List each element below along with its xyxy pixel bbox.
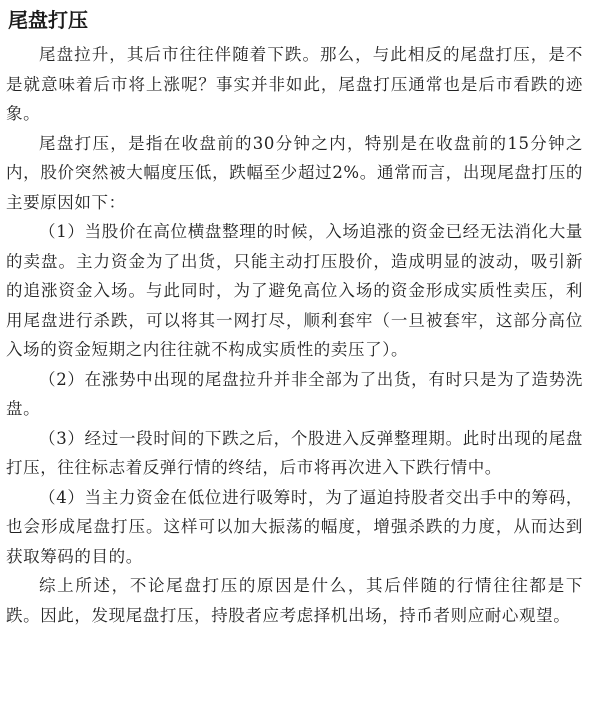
section-title: 尾盘打压 xyxy=(8,8,88,32)
paragraph-conclusion: 综上所述，不论尾盘打压的原因是什么，其后伴随的行情往往都是下跌。因此，发现尾盘打压，持股者应考虑择机出场，持币者则应耐心观望。 xyxy=(6,576,583,625)
paragraph-reason-1: （1）当股价在高位横盘整理的时候，入场追涨的资金已经无法消化大量的卖盘。主力资金为了出货，只能主动打压股价，造成明显的波动，吸引新的追涨资金入场。与此同时，为了避免高位入场的资金形成实质性卖压，利用尾盘进行杀跌，可以将其一网打尽，顺利套牢（一旦被套牢，这部分高位入场的资金短期之内往往就不构成实质性的卖压了）。 xyxy=(6,222,583,359)
paragraph-reason-2: （2）在涨势中出现的尾盘拉升并非全部为了出货，有时只是为了造势洗盘。 xyxy=(6,369,583,418)
paragraph-intro: 尾盘拉升，其后市往往伴随着下跌。那么，与此相反的尾盘打压，是不是就意味着后市将上涨呢？事实并非如此，尾盘打压通常也是后市看跌的迹象。 xyxy=(6,45,583,123)
paragraph-definition: 尾盘打压，是指在收盘前的30分钟之内，特别是在收盘前的15分钟之内，股价突然被大幅度压低，跌幅至少超过2%。通常而言，出现尾盘打压的主要原因如下： xyxy=(6,133,583,212)
paragraph-reason-4: （4）当主力资金在低位进行吸筹时，为了逼迫持股者交出手中的筹码，也会形成尾盘打压。这样可以加大振荡的幅度，增强杀跌的力度，从而达到获取筹码的目的。 xyxy=(6,487,583,566)
paragraph-reason-3: （3）经过一段时间的下跌之后，个股进入反弹整理期。此时出现的尾盘打压，往往标志着反弹行情的终结，后市将再次进入下跌行情中。 xyxy=(6,428,583,477)
